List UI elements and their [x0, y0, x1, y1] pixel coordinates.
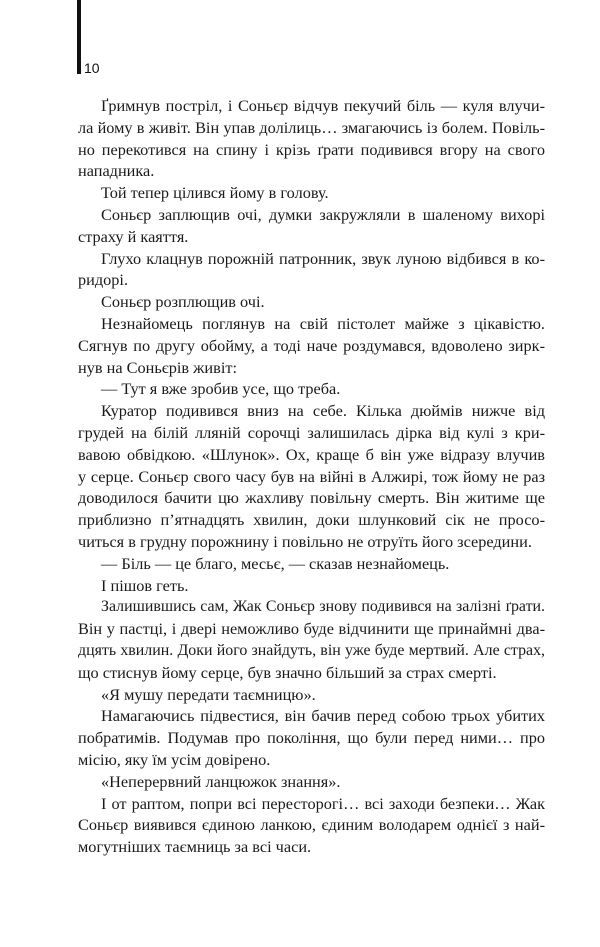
- text-line: грудей на білій лляній сорочці залишилась дірка від кулі з кри-: [78, 422, 545, 442]
- text-line: Куратор подивився вниз на себе. Кілька дюймів нижче від: [101, 401, 545, 421]
- text-line: Глухо клацнув порожній патронник, звук луною відбився в ко-: [101, 248, 545, 268]
- text-line: — Тут я вже зробив усе, що треба.: [101, 379, 341, 399]
- text-line: Залишившись сам, Жак Соньєр знову подивився на залізні ґрати.: [101, 598, 545, 616]
- text-line: дцять хвилин. Доки його знайдуть, він уже буде мертвий. Але страх,: [78, 641, 545, 659]
- text-line: Ґримнув постріл, і Соньєр відчув пекучий біль — куля влучи-: [101, 96, 545, 115]
- text-line: «Я мушу передати таємницю».: [101, 684, 316, 704]
- text-line: Соньєр заплющив очі, думки закружляли в шаленому вихорі: [101, 204, 545, 224]
- text-line: місію, яку їм усім довірено.: [78, 749, 271, 769]
- page-number: 10: [84, 60, 100, 76]
- text-line: доводилося бачити цю жахливу повільну смерть. Він житиме ще: [78, 488, 545, 508]
- body-text: [78, 95, 545, 858]
- text-line: у серце. Соньєр свого часу був на війні в Алжирі, тож йому не раз: [78, 466, 545, 486]
- text-line: страху й каяття.: [78, 226, 189, 246]
- text-line: побратимів. Подумав про покоління, що були перед ними… про: [78, 728, 545, 748]
- text-line: — Біль — це благо, месьє, — сказав незнайомець.: [101, 553, 450, 573]
- text-line: приблизно п’ятнадцять хвилин, доки шлунковий сік не просо-: [78, 510, 545, 530]
- text-line: вавою обвідкою. «Шлунок». Ох, краще б він уже відразу влучив: [78, 444, 545, 464]
- text-line: но перекотився на спину і крізь ґрати подивився вгору на свого: [78, 139, 545, 159]
- text-line: Незнайомець поглянув на свій пістолет майже з цікавістю.: [101, 313, 545, 333]
- text-line: Сягнув по другу обойму, а тоді наче роздумався, вдоволено зирк-: [78, 335, 545, 355]
- margin-rule: [77, 0, 81, 74]
- text-line: Він у пастці, і двері неможливо буде відчинити ще принаймні два-: [78, 619, 545, 639]
- text-line: читься в грудну порожнину і повільно не отруїть його зсередини.: [78, 531, 532, 551]
- text-line: нув на Соньєрів живіт:: [78, 357, 237, 377]
- text-line: Соньєр розплющив очі.: [101, 292, 265, 312]
- text-line: ла йому в живіт. Він упав долілиць… змагаючись із болем. Повіль-: [78, 117, 545, 137]
- text-line: могутніших таємниць за всі часи.: [78, 837, 312, 857]
- text-line: Той тепер цілився йому в голову.: [101, 183, 329, 203]
- text-line: «Неперервний ланцюжок знання».: [101, 771, 341, 791]
- text-line: Намагаючись підвестися, він бачив перед собою трьох убитих: [101, 706, 545, 726]
- text-line: І пішов геть.: [101, 575, 189, 595]
- text-line: ридорі.: [78, 270, 129, 290]
- text-line: Соньєр виявився єдиною ланкою, єдиним володарем однієї з най-: [78, 815, 545, 835]
- text-line: що стиснув йому серце, був значно більший за страх смерті.: [78, 662, 497, 682]
- text-line: нападника.: [78, 161, 155, 181]
- text-line: І от раптом, попри всі пересторогі… всі заходи безпеки… Жак: [101, 793, 545, 813]
